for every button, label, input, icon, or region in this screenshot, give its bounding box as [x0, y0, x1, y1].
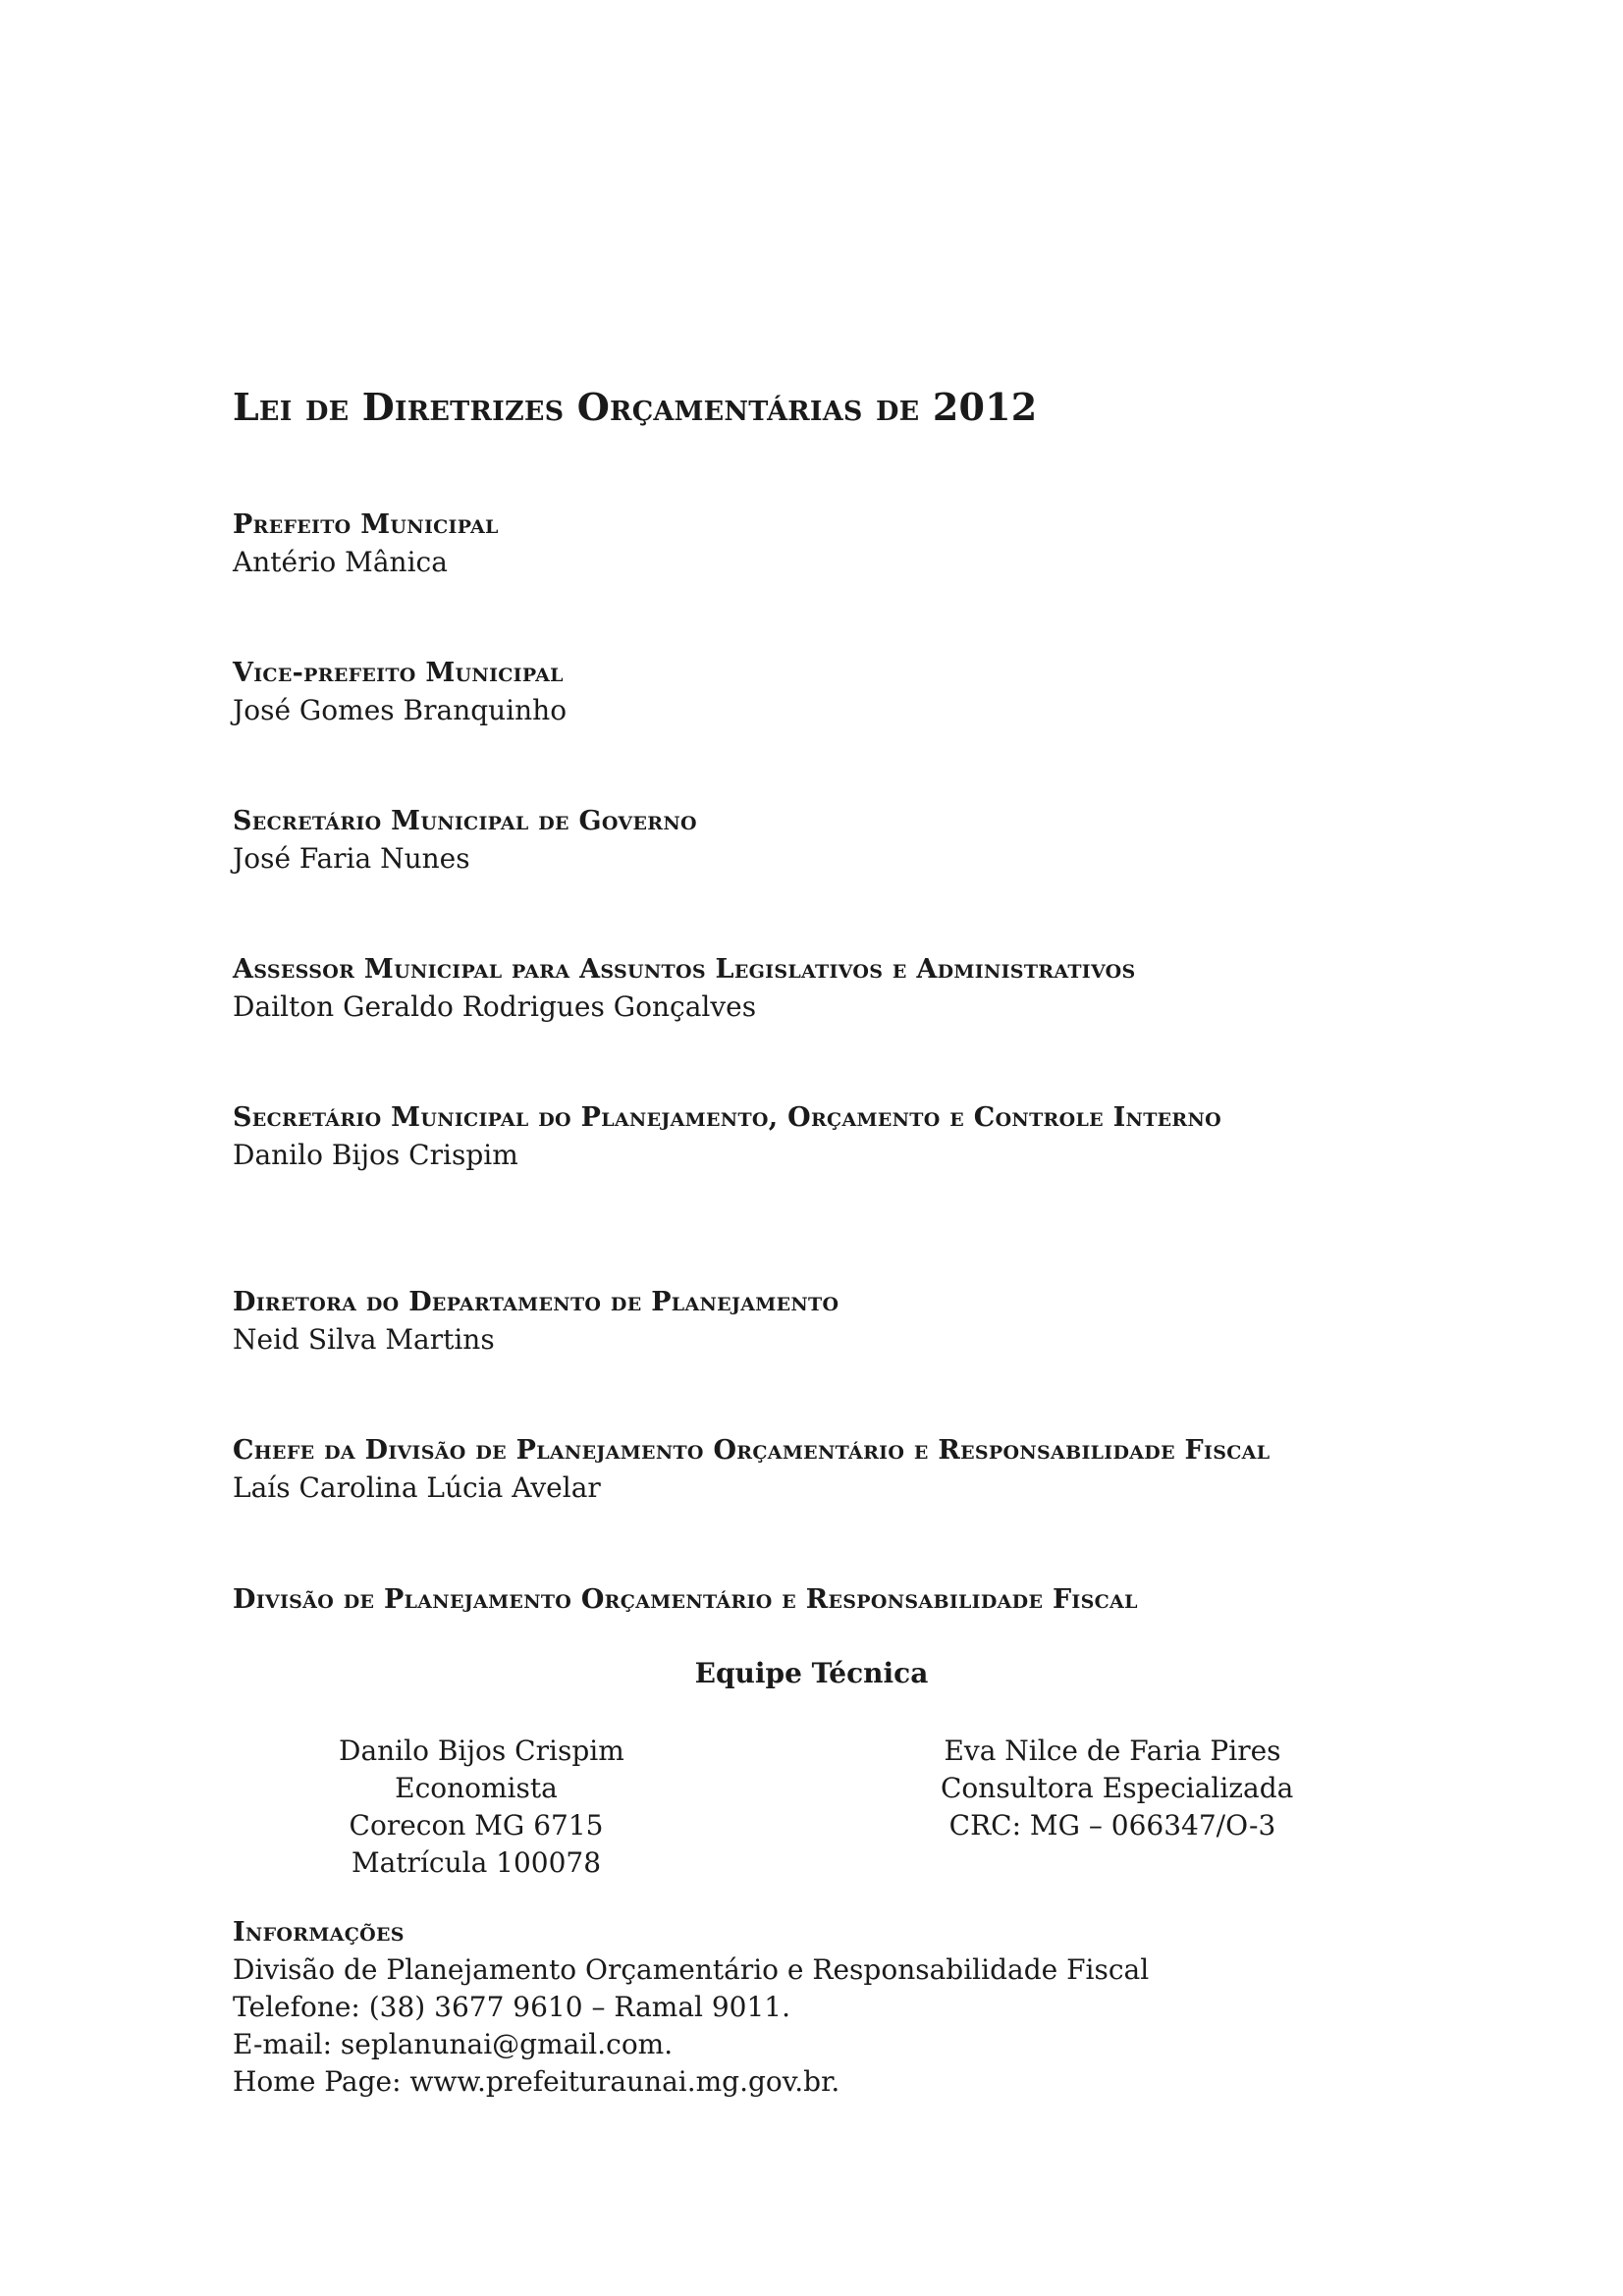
document-title: Lei de Diretrizes Orçamentárias de 2012: [233, 385, 1038, 429]
info-line: Divisão de Planejamento Orçamentário e Responsabilidade Fiscal: [233, 1953, 1150, 1986]
team-member-1: [339, 1733, 624, 1882]
section-vice-prefeito: [233, 655, 1342, 729]
section-value: Antério Mânica: [233, 546, 448, 578]
section-assessor: [233, 951, 1342, 1026]
section-label: Secretário Municipal de Governo: [233, 806, 697, 836]
section-chefe-divisao: [233, 1432, 1342, 1507]
section-value: Dailton Geraldo Rodrigues Gonçalves: [233, 990, 757, 1023]
section-value: José Gomes Branquinho: [233, 694, 568, 726]
info-homepage: Home Page: www.prefeituraunai.mg.gov.br.: [233, 2065, 840, 2098]
division-heading-block: [233, 1581, 1342, 1619]
section-secretario-planejamento: [233, 1099, 1313, 1174]
division-heading: Divisão de Planejamento Orçamentário e Responsabilidade Fiscal: [233, 1584, 1138, 1615]
team-member-role: Consultora Especializada: [941, 1772, 1294, 1804]
info-block: [233, 1914, 1342, 2101]
section-label: Assessor Municipal para Assuntos Legislativos e Administrativos: [233, 954, 1136, 985]
team-member-2: [941, 1733, 1294, 1844]
team-member-extra: Matrícula 100078: [351, 1846, 602, 1879]
team-member-name: Danilo Bijos Crispim: [339, 1735, 624, 1767]
team-member-role: Economista: [395, 1772, 558, 1804]
info-email: E-mail: seplanunai@gmail.com.: [233, 2028, 674, 2060]
section-value: Neid Silva Martins: [233, 1323, 495, 1356]
info-label: Informações: [233, 1917, 405, 1948]
team-title: Equipe Técnica: [694, 1657, 929, 1689]
section-secretario-governo: [233, 803, 1342, 878]
section-value: Danilo Bijos Crispim: [233, 1139, 518, 1171]
info-phone: Telefone: (38) 3677 9610 – Ramal 9011.: [233, 1991, 791, 2023]
section-value: Laís Carolina Lúcia Avelar: [233, 1471, 601, 1504]
section-label: Vice-prefeito Municipal: [233, 658, 564, 688]
team-member-registration: CRC: MG – 066347/O-3: [948, 1809, 1276, 1842]
team-member-registration: Corecon MG 6715: [349, 1809, 604, 1842]
team-member-name: Eva Nilce de Faria Pires: [944, 1735, 1281, 1767]
section-label: Chefe da Divisão de Planejamento Orçamentário e Responsabilidade Fiscal: [233, 1435, 1271, 1466]
section-label: Diretora do Departamento de Planejamento: [233, 1287, 839, 1317]
section-label: Prefeito Municipal: [233, 509, 499, 540]
section-label: Secretário Municipal do Planejamento, Orçamento e Controle Interno: [233, 1102, 1222, 1133]
section-diretora: [233, 1284, 1342, 1359]
section-prefeito: [233, 507, 1342, 581]
section-value: José Faria Nunes: [233, 842, 470, 875]
